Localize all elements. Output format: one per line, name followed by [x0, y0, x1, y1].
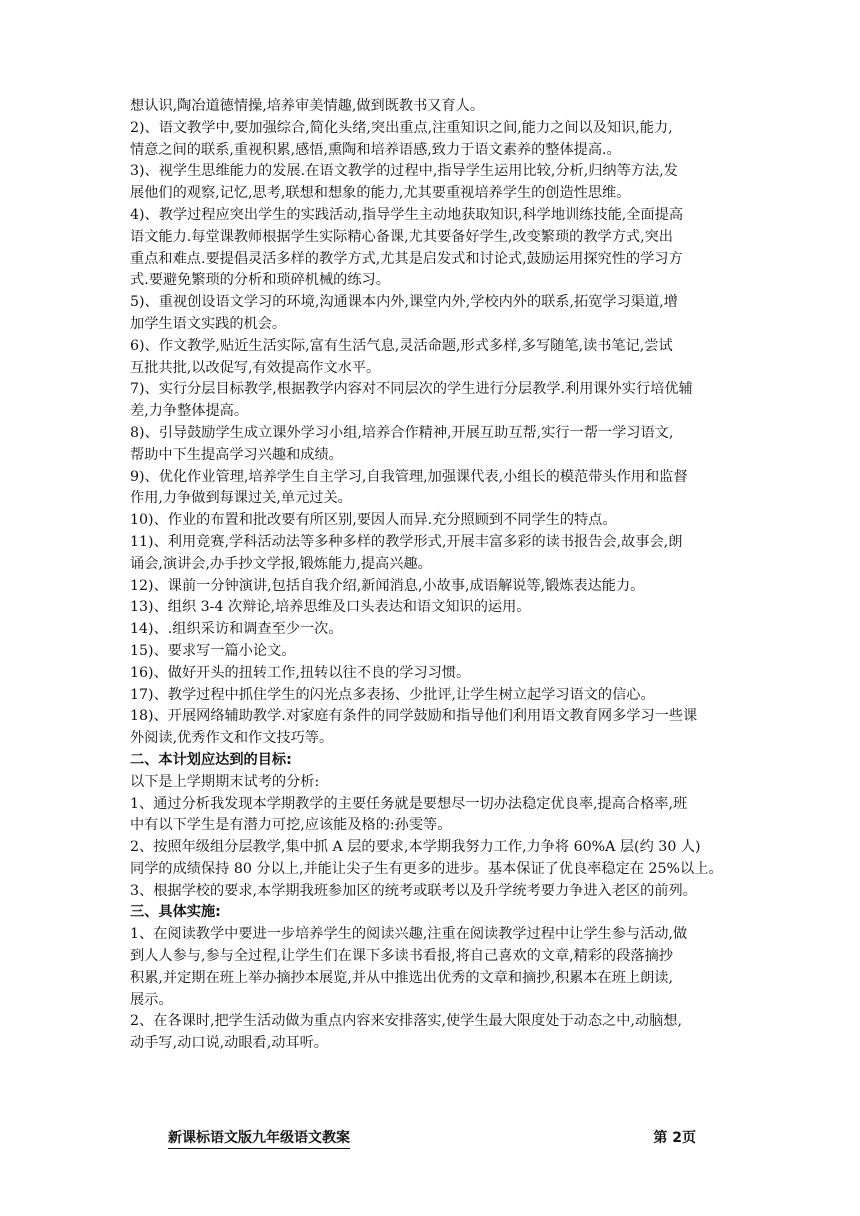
text-line: 15)、要求写一篇小论文。: [130, 642, 296, 659]
text-line: 4)、教学过程应突出学生的实践活动,指导学生主动地获取知识,科学地训练技能,全面提高: [130, 206, 684, 223]
text-line: 以下是上学期期末试考的分析:: [130, 773, 320, 790]
footer-page-number: 第 2页: [653, 1130, 696, 1146]
text-line: 同学的成绩保持 80 分以上,并能让尖子生有更多的进步。基本保证了优良率稳定在 25%以上。: [130, 860, 723, 877]
document-body: [130, 96, 735, 1055]
text-line: 式.要避免繁琐的分析和琐碎机械的练习。: [130, 272, 390, 289]
text-line: 诵会,演讲会,办手抄文学报,锻炼能力,提高兴趣。: [130, 555, 432, 572]
text-line: 9)、优化作业管理,培养学生自主学习,自我管理,加强课代表,小组长的模范带头作用和监督: [130, 468, 688, 485]
text-line: 8)、引导鼓励学生成立课外学习小组,培养合作精神,开展互助互帮,实行一帮一学习语文,: [130, 424, 674, 441]
section-heading-implementation: 三、具体实施:: [130, 904, 221, 921]
section-heading-goals: 二、本计划应达到的目标:: [130, 751, 292, 768]
text-line: 差,力争整体提高。: [130, 403, 249, 420]
text-line: 17)、教学过程中抓住学生的闪光点多表扬、少批评,让学生树立起学习语文的信心。: [130, 686, 655, 703]
text-line: 2)、语文教学中,要加强综合,简化头绪,突出重点,注重知识之间,能力之间以及知识,能力,: [130, 119, 673, 136]
text-line: 积累,并定期在班上举办摘抄本展览,并从中推选出优秀的文章和摘抄,积累本在班上朗读,: [130, 969, 673, 986]
text-line: 展示。: [130, 991, 173, 1008]
text-line: 2、在各课时,把学生活动做为重点内容来安排落实,使学生最大限度处于动态之中,动脑想,: [130, 1013, 683, 1030]
text-line: 13)、组织 3-4 次辩论,培养思维及口头表达和语文知识的运用。: [130, 599, 531, 616]
text-line: 1、通过分析我发现本学期教学的主要任务就是要想尽一切办法稳定优良率,提高合格率,班: [130, 795, 688, 812]
text-line: 3、根据学校的要求,本学期我班参加区的统考或联考以及升学统考要力争进入老区的前列。: [130, 882, 697, 899]
text-line: 中有以下学生是有潜力可挖,应该能及格的:孙雯等。: [130, 817, 452, 834]
text-line: 12)、课前一分钟演讲,包括自我介绍,新闻消息,小故事,成语解说等,锻炼表达能力。: [130, 577, 645, 594]
text-line: 16)、做好开头的扭转工作,扭转以往不良的学习习惯。: [130, 664, 471, 681]
text-line: 加学生语文实践的机会。: [130, 315, 287, 332]
text-line: 作用,力争做到每课过关,单元过关。: [130, 490, 352, 507]
text-line: 1、在阅读教学中要进一步培养学生的阅读兴趣,注重在阅读教学过程中让学生参与活动,做: [130, 926, 688, 943]
text-line: 18)、开展网络辅助教学.对家庭有条件的同学鼓励和指导他们利用语文教育网多学习一些课: [130, 708, 698, 725]
text-line: 6)、作文教学,贴近生活实际,富有生活气息,灵活命题,形式多样,多写随笔,读书笔记,尝试: [130, 337, 673, 354]
text-line: 3)、视学生思维能力的发展.在语文教学的过程中,指导学生运用比较,分析,归纳等方法,发: [130, 163, 678, 180]
footer-document-title: 新课标语文版九年级语文教案: [168, 1127, 350, 1149]
text-line: 动手写,动口说,动眼看,动耳听。: [130, 1035, 328, 1052]
page-footer: [168, 1127, 696, 1147]
text-line: 5)、重视创设语文学习的环境,沟通课本内外,课堂内外,学校内外的联系,拓宽学习渠道,增: [130, 294, 678, 311]
text-line: 互批共批,以改促写,有效提高作文水平。: [130, 359, 381, 376]
text-line: 帮助中下生提高学习兴趣和成绩。: [130, 446, 343, 463]
text-line: 11)、利用竞赛,学科活动法等多种多样的教学形式,开展丰富多彩的读书报告会,故事会,朗: [130, 533, 683, 550]
text-line: 展他们的观察,记忆,思考,联想和想象的能力,尤其要重视培养学生的创造性思维。: [130, 185, 631, 202]
text-line: 想认识,陶冶道德情操,培养审美情趣,做到既教书又育人。: [130, 98, 485, 114]
text-line: 10)、作业的布置和批改要有所区别,要因人而异.充分照顾到不同学生的特点。: [130, 512, 617, 529]
text-line: 外阅读,优秀作文和作文技巧等。: [130, 730, 334, 747]
text-line: 14)、.组织采访和调查至少一次。: [130, 621, 343, 638]
text-line: 重点和难点.要提倡灵活多样的教学方式,尤其是启发式和讨论式,鼓励运用探究性的学习方: [130, 250, 683, 267]
text-line: 到人人参与,参与全过程,让学生们在课下多读书看报,将自己喜欢的文章,精彩的段落摘抄: [130, 948, 673, 965]
text-line: 情意之间的联系,重视积累,感悟,熏陶和培养语感,致力于语文素养的整体提高.。: [130, 141, 621, 158]
text-line: 语文能力.每堂课教师根据学生实际精心备课,尤其要备好学生,改变繁琐的教学方式,突出: [130, 228, 673, 245]
text-line: 2、按照年级组分层教学,集中抓 A 层的要求,本学期我努力工作,力争将 60%A 层(约 30 人): [130, 839, 701, 856]
text-line: 7)、实行分层目标教学,根据教学内容对不同层次的学生进行分层教学.利用课外实行培优辅: [130, 381, 693, 398]
